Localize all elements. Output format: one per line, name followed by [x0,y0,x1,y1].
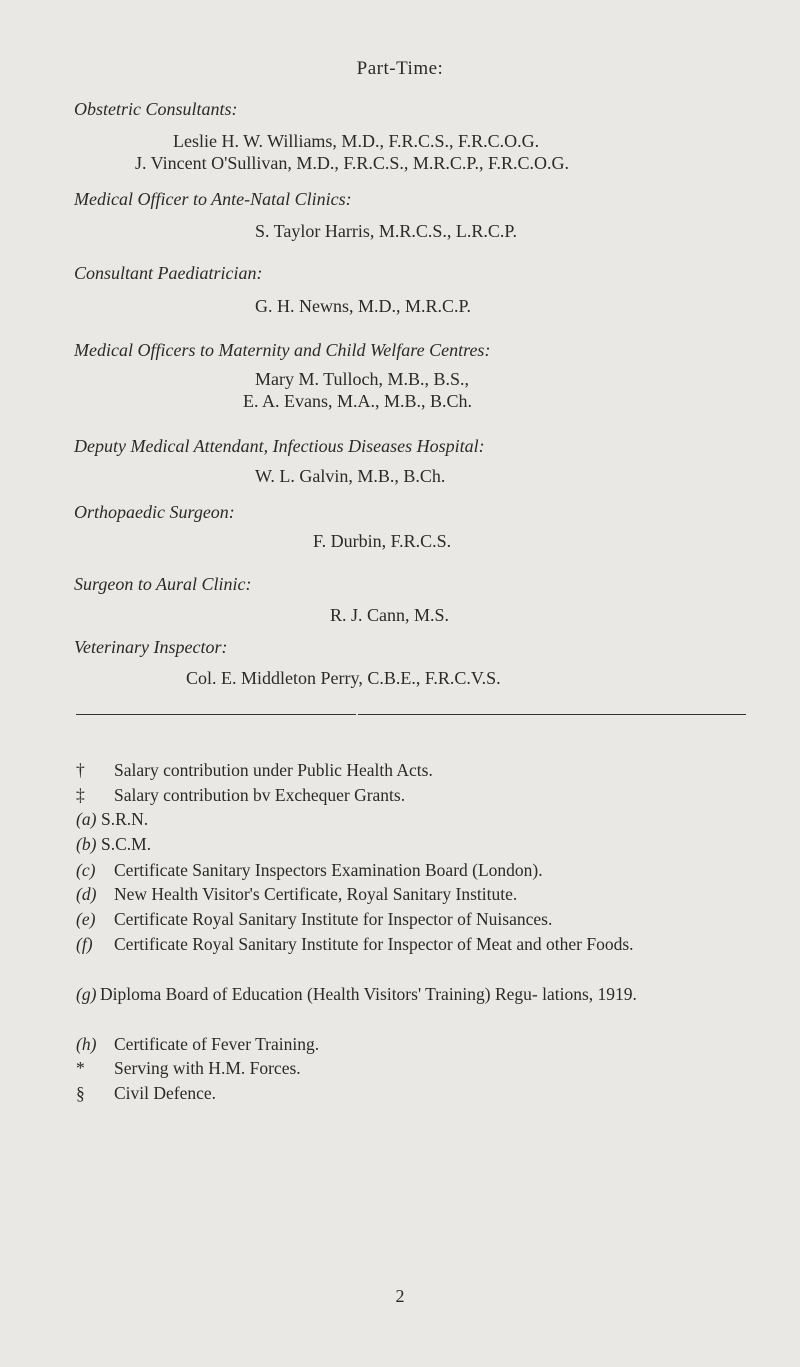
footnote-mark: (c) [76,860,96,880]
footnote [76,785,786,806]
footnote-mark: (f) [76,934,93,954]
role-title: Medical Officer to Ante-Natal Clinics: [74,189,352,209]
footnote-text: S.C.M. [101,834,152,854]
footnote [76,809,786,830]
footnote-mark: (e) [76,909,96,929]
role-title: Surgeon to Aural Clinic: [74,574,252,594]
footnote-text: Civil Defence. [114,1083,217,1103]
staff-name: Leslie H. W. Williams, M.D., F.R.C.S., F.R.C.O.G. [173,131,540,151]
footnote-mark: (a) [76,809,97,829]
footnote-text: Certificate Sanitary Inspectors Examination Board (London). [114,860,543,880]
footnote-text: Certificate Royal Sanitary Institute for Inspector of Meat and other Foods. [114,934,634,954]
role-title: Obstetric Consultants: [74,99,238,119]
footnote [76,834,786,855]
footnote-mark: * [76,1058,85,1078]
staff-name: W. L. Galvin, M.B., B.Ch. [255,466,446,486]
role-title: Orthopaedic Surgeon: [74,502,235,522]
footnote-text: New Health Visitor's Certificate, Royal Sanitary Institute. [114,884,518,904]
role-title: Veterinary Inspector: [74,637,228,657]
staff-name: Mary M. Tulloch, M.B., B.S., [255,369,470,389]
footnote-mark: (h) [76,1034,97,1054]
footnote [76,860,786,881]
staff-name: S. Taylor Harris, M.R.C.S., L.R.C.P. [255,221,517,241]
footnote [76,1034,786,1055]
footnote [76,984,786,1005]
footnote-text: Salary contribution bv Exchequer Grants. [114,785,406,805]
divider-line [76,714,356,715]
footnote-mark: § [76,1083,85,1103]
divider-line [358,714,746,715]
section-heading: Part-Time: [356,58,444,79]
footnote [76,884,786,905]
role-title: Deputy Medical Attendant, Infectious Diseases Hospital: [74,436,485,456]
footnote-text: Diploma Board of Education (Health Visitors' Training) Regu- lations, 1919. [100,984,637,1004]
staff-name: F. Durbin, F.R.C.S. [313,531,452,551]
staff-name: J. Vincent O'Sullivan, M.D., F.R.C.S., M.R.C.P., F.R.C.O.G. [135,153,570,173]
footnote [76,1083,786,1104]
role-title: Consultant Paediatrician: [74,263,263,283]
footnote-text: Salary contribution under Public Health Acts. [114,760,433,780]
footnote [76,1058,786,1079]
staff-name: G. H. Newns, M.D., M.R.C.P. [255,296,472,316]
role-title: Medical Officers to Maternity and Child Welfare Centres: [74,340,491,360]
footnote-mark: (g) [76,984,97,1004]
staff-name: Col. E. Middleton Perry, C.B.E., F.R.C.V.S. [186,668,501,688]
footnote-text: Serving with H.M. Forces. [114,1058,301,1078]
footnote-text: Certificate Royal Sanitary Institute for Inspector of Nuisances. [114,909,553,929]
footnote-mark: (b) [76,834,97,854]
staff-name: E. A. Evans, M.A., M.B., B.Ch. [243,391,473,411]
footnote-mark: † [76,760,85,780]
footnote-mark: ‡ [76,785,85,805]
page-number: 2 [395,1286,405,1306]
footnote-text: Certificate of Fever Training. [114,1034,320,1054]
footnote-text: S.R.N. [101,809,149,829]
staff-name: R. J. Cann, M.S. [330,605,450,625]
footnote-mark: (d) [76,884,97,904]
footnote [76,760,786,781]
footnote [76,909,786,930]
footnote [76,934,786,955]
